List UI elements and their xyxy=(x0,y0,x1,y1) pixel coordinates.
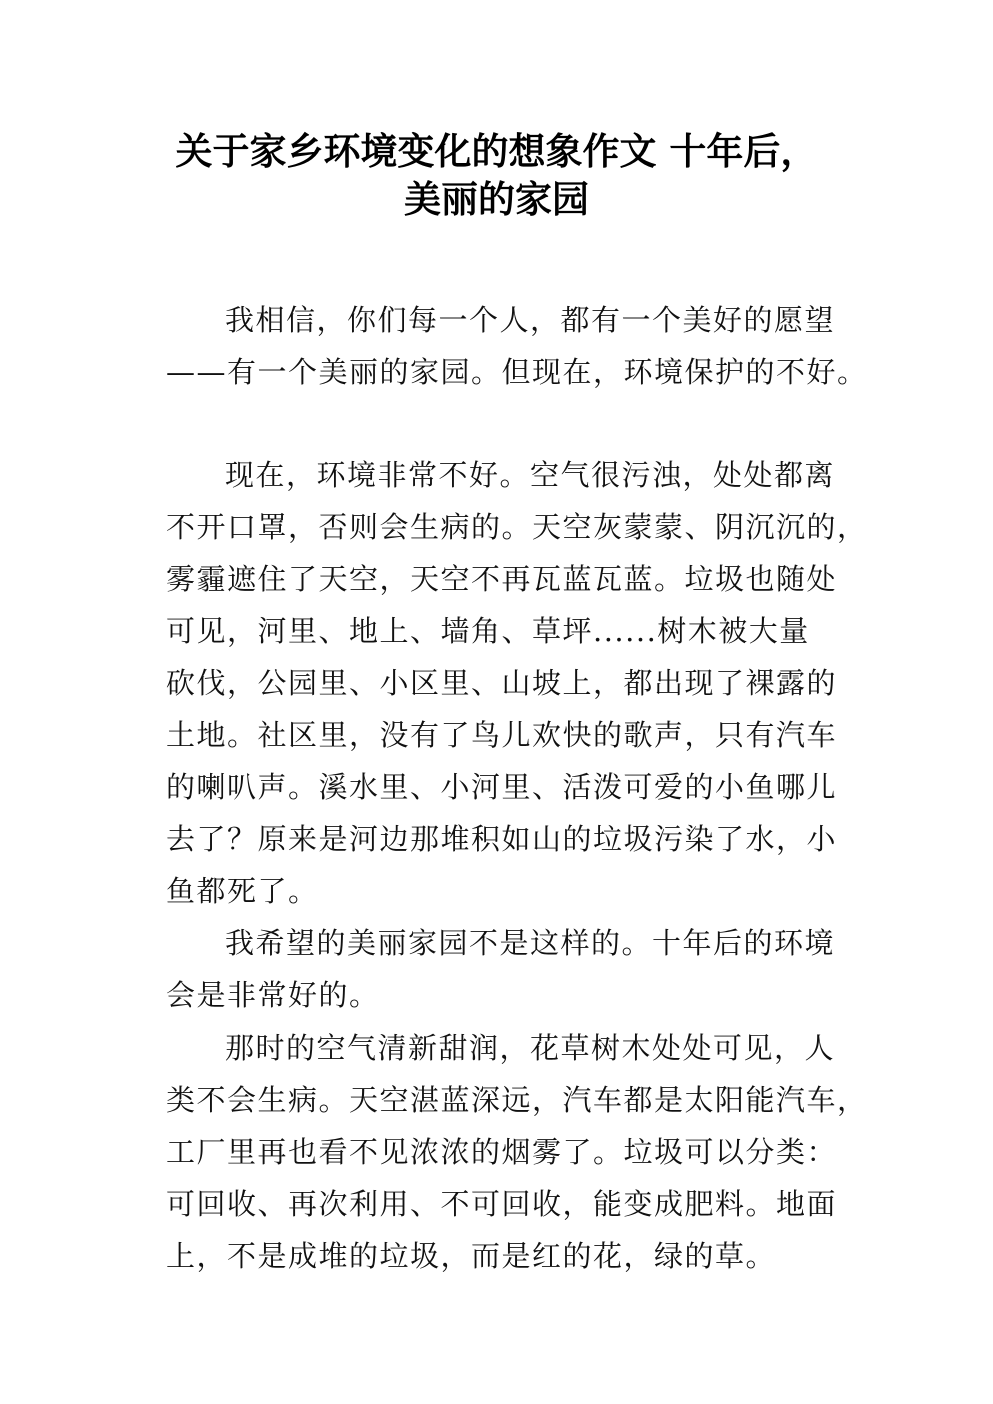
paragraph-line: 雾霾遮住了天空，天空不再瓦蓝瓦蓝。垃圾也随处 xyxy=(166,562,838,596)
paragraph-line: 去了？原来是河边那堆积如山的垃圾污染了水，小 xyxy=(166,822,838,856)
paragraph-line: 上，不是成堆的垃圾，而是红的花，绿的草。 xyxy=(166,1239,777,1273)
paragraph-line: 砍伐，公园里、小区里、山坡上，都出现了裸露的 xyxy=(166,666,838,700)
document-title-line-2: 美丽的家园 xyxy=(404,178,589,221)
paragraph-line: ——有一个美丽的家园。但现在，环境保护的不好。 xyxy=(166,355,868,389)
paragraph-line: 工厂里再也看不见浓浓的烟雾了。垃圾可以分类： xyxy=(166,1135,838,1169)
paragraph-line: 我希望的美丽家园不是这样的。十年后的环境 xyxy=(225,926,836,960)
paragraph-line: 鱼都死了。 xyxy=(166,874,319,908)
paragraph-line: 不开口罩，否则会生病的。天空灰蒙蒙、阴沉沉的， xyxy=(166,510,868,544)
document-title-line-1: 关于家乡环境变化的想象作文 十年后， xyxy=(175,130,818,173)
paragraph-line: 土地。社区里，没有了鸟儿欢快的歌声，只有汽车 xyxy=(166,718,838,752)
paragraph-line: 可见，河里、地上、墙角、草坪......树木被大量 xyxy=(166,614,810,648)
paragraph-line: 我相信，你们每一个人，都有一个美好的愿望 xyxy=(225,303,836,337)
paragraph-line: 的喇叭声。溪水里、小河里、活泼可爱的小鱼哪儿 xyxy=(166,770,838,804)
paragraph-line: 会是非常好的。 xyxy=(166,978,380,1012)
paragraph-line: 那时的空气清新甜润，花草树木处处可见，人 xyxy=(225,1031,836,1065)
paragraph-line: 现在，环境非常不好。空气很污浊，处处都离 xyxy=(225,458,836,492)
paragraph-line: 可回收、再次利用、不可回收，能变成肥料。地面 xyxy=(166,1187,838,1221)
paragraph-line: 类不会生病。天空湛蓝深远，汽车都是太阳能汽车， xyxy=(166,1083,868,1117)
